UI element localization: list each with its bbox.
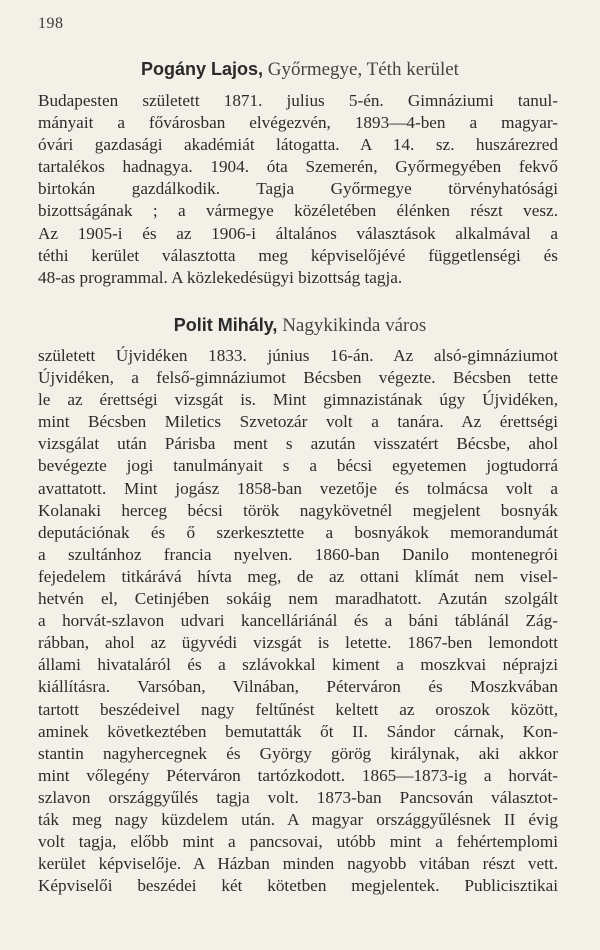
text-line: Újvidéken, a felső-gimnáziumot Bécsben végezte. Bécsben tette bbox=[38, 368, 558, 388]
text-line: a horvát-szlavon udvari kancelláriánál és a báni táblánál Zág- bbox=[38, 611, 558, 631]
entry-name: Pogány Lajos, bbox=[141, 59, 264, 79]
text-line: téthi kerület választotta meg képviselőjévé függetlenségi és bbox=[38, 245, 558, 265]
text-line: kerület képviselője. A Házban minden nagyobb vitában részt vett. bbox=[38, 854, 558, 874]
text-line: avattatott. Mint jogász 1858-ban vezetője és tolmácsa volt a bbox=[38, 478, 558, 498]
text-line: 48-as programmal. A közlekedésügyi bizottság tagja. bbox=[38, 267, 403, 287]
text-line: volt tagja, előbb mint a pancsovai, utóbb mint a fehértemplomi bbox=[38, 832, 558, 852]
text-line: deputációnak és ő szerkesztette a bosnyákok memorandumát bbox=[38, 522, 558, 542]
entry-name: Polit Mihály, bbox=[173, 315, 278, 335]
entry-heading-polit bbox=[38, 313, 562, 338]
text-line: birtokán gazdálkodik. Tagja Győrmegye törvényhatósági bbox=[38, 179, 558, 199]
text-line: ták meg nagy küzdelem után. A magyar országgyűlésnek II évig bbox=[38, 809, 558, 829]
text-line: bizottságának ; a vármegye közéletében élénken részt vesz. bbox=[38, 201, 558, 221]
text-line: a szultánhoz francia nyelven. 1860-ban Danilo montenegrói bbox=[38, 544, 558, 564]
text-line: Képviselői beszédei két kötetben megjelentek. Publicisztikai bbox=[38, 876, 558, 896]
text-line: fejedelem titkárává hívta meg, de az ottani klímát nem visel- bbox=[38, 566, 558, 586]
entry-body-pogany bbox=[38, 90, 558, 289]
text-line: Kolanaki herceg bécsi török nagykövetnél megjelent bosnyák bbox=[38, 500, 558, 520]
text-line: aminek következtében bemutatták őt II. Sándor cárnak, Kon- bbox=[38, 721, 558, 741]
text-line: vizsgálat után Párisba ment s azután visszatért Bécsbe, ahol bbox=[38, 434, 558, 454]
text-line: bevégezte jogi tanulmányait s a bécsi egyetemen jogtudorrá bbox=[38, 456, 558, 476]
text-line: szlavon országgyűlés tagja volt. 1873-ban Pancsován választot- bbox=[38, 787, 558, 807]
page-number: 198 bbox=[38, 15, 64, 32]
text-line: hetvén el, Cetinjében sokáig nem maradhatott. Azután szolgált bbox=[38, 589, 558, 609]
entry-body-polit bbox=[38, 345, 558, 897]
text-line: tartott beszédeivel nagy feltűnést keltett az oroszok között, bbox=[38, 699, 558, 719]
text-line: állami hivataláról és a szlávokkal kiment a moszkvai néprajzi bbox=[38, 655, 558, 675]
entry-heading-pogany bbox=[38, 57, 562, 82]
text-line: mint Bécsben Miletics Szvetozár volt a tanára. Az érettségi bbox=[38, 412, 558, 432]
text-line: óvári gazdasági akadémiát látogatta. A 14. sz. huszárezred bbox=[38, 135, 558, 155]
entry-constituency: Győrmegye, Téth kerület bbox=[267, 59, 459, 80]
text-line: Budapesten született 1871. julius 5-én. Gimnáziumi tanul- bbox=[38, 91, 558, 110]
text-line: kiállításra. Varsóban, Vilnában, Péterváron és Moszkvában bbox=[38, 677, 558, 697]
text-line: stantin nagyhercegnek és György görög királynak, aki akkor bbox=[38, 743, 558, 763]
text-line: tartalékos hadnagya. 1904. óta Szemerén, Győrmegyében fekvő bbox=[38, 157, 558, 177]
text-line: Az 1905-i és az 1906-i általános választások alkalmával a bbox=[38, 223, 558, 243]
text-line: le az érettségi vizsgát is. Mint gimnazistának úgy Újvidéken, bbox=[38, 390, 558, 410]
text-line: mint vőlegény Péterváron tartózkodott. 1865—1873-ig a horvát- bbox=[38, 765, 558, 785]
text-line: mányait a fővárosban elvégezvén, 1893—4-ben a magyar- bbox=[38, 113, 558, 133]
text-line: rábban, ahol az ügyvédi vizsgát is letette. 1867-ben lemondott bbox=[38, 633, 558, 653]
text-line: született Újvidéken 1833. június 16-án. Az alsó-gimnáziumot bbox=[38, 346, 558, 365]
entry-constituency: Nagykikinda város bbox=[282, 315, 427, 336]
